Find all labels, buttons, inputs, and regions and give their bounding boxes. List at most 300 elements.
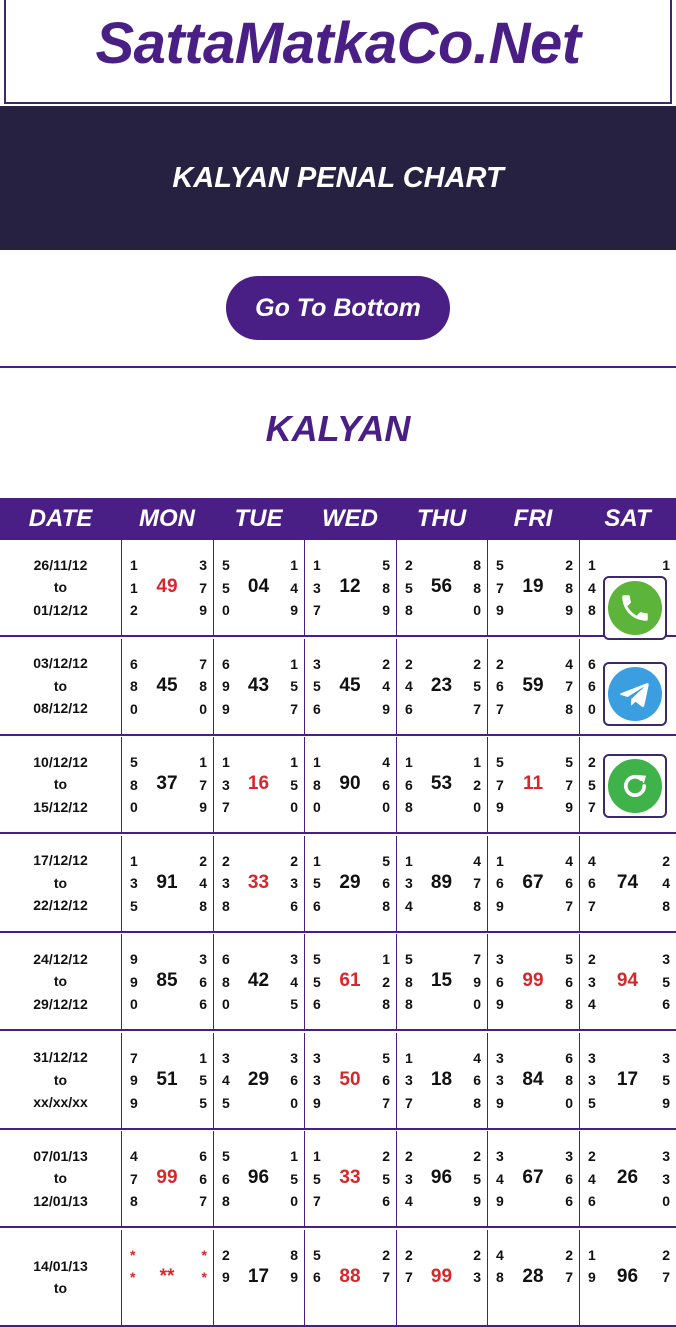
panel-digit — [382, 1289, 390, 1312]
jodi-number: 17 — [616, 1068, 639, 1090]
divider — [0, 366, 676, 368]
panel-digit: 5 — [313, 875, 321, 891]
panel-digit: 6 — [588, 655, 596, 672]
column-header-sat: SAT — [604, 505, 651, 532]
panel-digit: 8 — [565, 1072, 573, 1088]
panel-digit: 3 — [496, 951, 504, 967]
panel-digit: 3 — [199, 951, 207, 967]
panel-digit: 5 — [199, 1072, 207, 1088]
panel-digit: 6 — [199, 1148, 207, 1164]
day-cell-sat — [579, 1033, 676, 1128]
panel-digit: 2 — [405, 557, 413, 573]
close-panel-digits — [290, 653, 298, 721]
close-panel-digits — [202, 1244, 207, 1312]
date-range-cell — [0, 836, 121, 931]
close-panel-digits — [565, 850, 573, 918]
panel-digit: 3 — [405, 1072, 413, 1088]
panel-digit: 8 — [405, 973, 413, 990]
day-cell-sat — [579, 1131, 676, 1226]
panel-digit: 0 — [290, 1193, 298, 1209]
panel-digit: 6 — [222, 1170, 230, 1187]
panel-digit: 8 — [199, 678, 207, 694]
panel-digit: 1 — [313, 1148, 321, 1164]
jodi-number: 84 — [522, 1068, 544, 1090]
panel-digit: 2 — [130, 602, 138, 618]
day-cell-sat — [579, 1230, 676, 1325]
panel-digit: 2 — [473, 776, 481, 793]
panel-digit: 8 — [473, 897, 481, 914]
panel-digit: 0 — [565, 1094, 573, 1111]
close-panel-digits — [473, 850, 481, 918]
telegram-button[interactable] — [603, 662, 667, 726]
jodi-number: 33 — [247, 871, 270, 893]
panel-digit: 8 — [565, 996, 573, 1012]
panel-digit: 5 — [565, 951, 573, 967]
day-cell-wed — [304, 540, 396, 635]
panel-digit: 2 — [405, 1148, 413, 1164]
panel-digit: 8 — [199, 897, 207, 914]
panel-digit: 6 — [405, 700, 413, 717]
panel-digit: 8 — [222, 973, 230, 990]
day-cell-wed — [304, 836, 396, 931]
close-panel-digits — [473, 1145, 481, 1213]
panel-digit: 7 — [565, 776, 573, 793]
day-cell-tue — [213, 1131, 304, 1226]
panel-digit: 1 — [382, 951, 390, 967]
panel-digit: 5 — [130, 897, 138, 914]
panel-digit: 3 — [199, 557, 207, 573]
day-cell-tue — [213, 1230, 304, 1325]
panel-digit: 7 — [473, 875, 481, 891]
jodi-number: 42 — [247, 970, 270, 991]
panel-digit: 1 — [588, 557, 596, 573]
panel-digit: 6 — [199, 973, 207, 990]
panel-digit: 6 — [382, 1072, 390, 1088]
jodi-number: 11 — [522, 773, 544, 794]
panel-digit: 7 — [473, 951, 481, 967]
date-text: to — [53, 1280, 68, 1296]
panel-digit: 8 — [130, 1193, 138, 1209]
panel-digit: 8 — [382, 897, 390, 914]
close-panel-digits — [473, 653, 481, 721]
date-text: 29/12/12 — [33, 995, 88, 1012]
close-panel-digits — [382, 1244, 390, 1312]
panel-digit: 4 — [662, 875, 670, 891]
jodi-number: 12 — [339, 576, 361, 597]
panel-digit: 1 — [222, 754, 230, 770]
panel-digit: 0 — [313, 799, 321, 815]
panel-digit: 2 — [199, 852, 207, 869]
panel-digit: 7 — [565, 1269, 573, 1285]
date-text: to — [53, 776, 68, 793]
panel-digit: 8 — [473, 1094, 481, 1111]
panel-digit: 7 — [496, 776, 504, 793]
jodi-number: 37 — [156, 773, 178, 794]
date-range-cell — [0, 1230, 121, 1325]
go-to-bottom-button[interactable]: Go To Bottom — [226, 276, 450, 340]
jodi-number: 67 — [522, 1167, 544, 1188]
panel-digit: 9 — [222, 678, 230, 694]
open-panel-digits — [588, 653, 596, 721]
panel-digit: 6 — [222, 655, 230, 672]
jodi-number: 56 — [430, 576, 453, 597]
panel-digit: 4 — [473, 852, 481, 869]
date-text: to — [53, 1071, 68, 1088]
panel-digit: 0 — [662, 1193, 670, 1209]
panel-digit: 0 — [382, 799, 390, 815]
panel-digit: 4 — [382, 754, 390, 770]
jodi-number: 96 — [430, 1167, 453, 1188]
panel-digit: 6 — [199, 996, 207, 1012]
day-cell-fri — [487, 1033, 579, 1128]
panel-digit: 5 — [382, 852, 390, 869]
panel-digit: 6 — [565, 973, 573, 990]
panel-digit: 1 — [290, 655, 298, 672]
panel-digit: 2 — [405, 655, 413, 672]
close-panel-digits — [290, 554, 298, 622]
panel-digit: 5 — [222, 579, 230, 596]
panel-digit: 7 — [130, 1049, 138, 1066]
panel-digit: 5 — [313, 1246, 321, 1263]
panel-digit: 5 — [382, 1049, 390, 1066]
day-cell-tue — [213, 540, 304, 635]
panel-digit: 6 — [130, 655, 138, 672]
panel-digit: 9 — [199, 799, 207, 815]
panel-digit: 3 — [662, 951, 670, 967]
panel-digit: 0 — [199, 700, 207, 717]
jodi-number: 18 — [430, 1068, 453, 1090]
close-panel-digits — [565, 948, 573, 1016]
panel-digit — [202, 1289, 207, 1312]
day-cell-sat — [579, 934, 676, 1029]
panel-digit: 3 — [588, 973, 596, 990]
panel-digit: 3 — [130, 875, 138, 891]
panel-digit: 6 — [222, 951, 230, 967]
jodi-number: 89 — [430, 871, 453, 893]
day-cell-thu — [396, 1230, 487, 1325]
panel-digit: 8 — [405, 996, 413, 1012]
panel-digit: 8 — [473, 579, 481, 596]
panel-digit: 8 — [473, 557, 481, 573]
panel-digit: 2 — [588, 754, 596, 770]
table-row — [0, 934, 676, 1031]
panel-digit: 2 — [222, 1246, 230, 1263]
jodi-number: 90 — [339, 773, 361, 794]
close-panel-digits — [473, 1047, 481, 1115]
panel-digit: 5 — [565, 754, 573, 770]
panel-digit: 7 — [473, 700, 481, 717]
panel-digit — [130, 1289, 135, 1312]
jodi-number: 04 — [247, 576, 270, 597]
panel-digit: 7 — [199, 579, 207, 596]
close-panel-digits — [473, 948, 481, 1016]
jodi-number: 23 — [430, 674, 453, 696]
panel-digit: 1 — [290, 754, 298, 770]
day-cell-wed — [304, 639, 396, 734]
panel-digit: 1 — [588, 1246, 596, 1263]
panel-digit: 3 — [222, 776, 230, 793]
table-row — [0, 639, 676, 736]
jodi-number: 96 — [616, 1265, 639, 1287]
panel-digit: 6 — [382, 1193, 390, 1209]
panel-digit: 6 — [199, 1170, 207, 1187]
panel-digit: 5 — [662, 973, 670, 990]
panel-digit: 7 — [199, 776, 207, 793]
panel-digit: 7 — [496, 700, 504, 717]
close-panel-digits — [290, 751, 298, 819]
column-header-tue: TUE — [234, 505, 283, 532]
panel-digit: 8 — [130, 678, 138, 694]
panel-digit: 2 — [473, 1246, 481, 1263]
panel-digit: 6 — [496, 678, 504, 694]
jodi-number: 33 — [339, 1167, 361, 1188]
panel-digit: 9 — [313, 1094, 321, 1111]
day-cell-fri — [487, 1131, 579, 1226]
panel-digit: 5 — [405, 951, 413, 967]
jodi-number: 88 — [339, 1265, 361, 1287]
panel-digit: * — [201, 1269, 207, 1285]
close-panel-digits — [199, 653, 207, 721]
panel-digit: 2 — [382, 1246, 390, 1263]
day-cell-tue — [213, 1033, 304, 1128]
panel-digit: 9 — [222, 700, 230, 717]
phone-button[interactable] — [603, 576, 667, 640]
panel-digit: 6 — [473, 1072, 481, 1088]
close-panel-digits — [382, 1047, 390, 1115]
panel-digit: 3 — [496, 1049, 504, 1066]
panel-digit: 1 — [313, 557, 321, 573]
panel-digit: 9 — [130, 1094, 138, 1111]
table-row — [0, 836, 676, 933]
panel-digit: 0 — [473, 602, 481, 618]
panel-digit: 6 — [588, 875, 596, 891]
close-panel-digits — [565, 554, 573, 622]
open-panel-digits — [588, 554, 596, 622]
panel-digit: 2 — [222, 852, 230, 869]
jodi-number: 53 — [430, 773, 453, 794]
panel-digit: 4 — [565, 655, 573, 672]
close-panel-digits — [199, 850, 207, 918]
panel-digit: 7 — [382, 1269, 390, 1285]
panel-digit: 5 — [405, 579, 413, 596]
date-text: 22/12/12 — [33, 897, 88, 914]
jodi-number: 59 — [522, 674, 544, 696]
day-cell-fri — [487, 836, 579, 931]
panel-digit: 0 — [588, 700, 596, 717]
date-text: 01/12/12 — [33, 601, 88, 618]
panel-digit: 5 — [313, 951, 321, 967]
panel-digit: 0 — [130, 799, 138, 815]
close-panel-digits — [199, 554, 207, 622]
site-logo[interactable] — [4, 0, 672, 104]
close-panel-digits — [382, 850, 390, 918]
panel-digit: 3 — [565, 1148, 573, 1164]
open-panel-digits — [588, 751, 596, 819]
close-panel-digits — [662, 1244, 670, 1312]
panel-digit: 5 — [130, 754, 138, 770]
panel-digit: 9 — [496, 897, 504, 914]
close-panel-digits — [199, 751, 207, 819]
panel-digit: 7 — [405, 1269, 413, 1285]
panel-digit: 9 — [199, 602, 207, 618]
close-panel-digits — [662, 948, 670, 1016]
telegram-icon — [608, 667, 662, 721]
panel-digit: 6 — [565, 1193, 573, 1209]
jodi-number: 67 — [522, 871, 544, 893]
date-text: 03/12/12 — [33, 655, 88, 672]
panel-digit: 3 — [290, 875, 298, 891]
day-cell-fri — [487, 934, 579, 1029]
jodi-number: 29 — [247, 1068, 270, 1090]
panel-digit — [588, 1289, 596, 1312]
jodi-number: 51 — [156, 1068, 178, 1090]
panel-digit: 5 — [382, 557, 390, 573]
panel-digit: 3 — [222, 1049, 230, 1066]
date-text: 12/01/13 — [33, 1192, 88, 1209]
day-cell-thu — [396, 639, 487, 734]
panel-digit: 8 — [565, 700, 573, 717]
table-row — [0, 1230, 676, 1327]
panel-digit: 6 — [313, 700, 321, 717]
panel-digit: 7 — [313, 602, 321, 618]
panel-digit — [496, 1289, 504, 1312]
date-range-cell — [0, 639, 121, 734]
panel-digit: 6 — [565, 875, 573, 891]
panel-digit: 7 — [662, 1269, 670, 1285]
jodi-number: 96 — [247, 1167, 270, 1188]
panel-digit: 5 — [496, 754, 504, 770]
panel-digit: 1 — [199, 1049, 207, 1066]
panel-digit: 2 — [473, 1148, 481, 1164]
day-cell-tue — [213, 737, 304, 832]
day-cell-thu — [396, 934, 487, 1029]
panel-digit: 6 — [405, 776, 413, 793]
day-cell-mon — [121, 737, 213, 832]
panel-digit: 2 — [662, 1246, 670, 1263]
date-text: to — [53, 579, 68, 596]
panel-digit: 4 — [588, 579, 596, 596]
panel-digit: 3 — [496, 1148, 504, 1164]
panel-digit: 0 — [290, 1094, 298, 1111]
close-panel-digits — [565, 1047, 573, 1115]
panel-digit — [290, 1289, 298, 1312]
jodi-number: 61 — [339, 970, 361, 991]
day-cell-mon — [121, 836, 213, 931]
panel-digit: 1 — [405, 852, 413, 869]
day-cell-thu — [396, 836, 487, 931]
panel-digit: 6 — [313, 897, 321, 914]
panel-digit: 4 — [405, 897, 413, 914]
jodi-number: 19 — [522, 576, 544, 597]
panel-digit: 9 — [382, 602, 390, 618]
day-cell-mon — [121, 934, 213, 1029]
jodi-number: 43 — [247, 674, 270, 696]
column-header-mon: MON — [139, 505, 195, 532]
panel-digit: 1 — [290, 1148, 298, 1164]
jodi-number: 94 — [616, 970, 639, 991]
date-text: 26/11/12 — [33, 556, 88, 573]
panel-digit: 7 — [199, 1193, 207, 1209]
day-cell-fri — [487, 1230, 579, 1325]
panel-digit: 3 — [405, 875, 413, 891]
day-cell-sat — [579, 836, 676, 931]
panel-digit: 2 — [405, 1246, 413, 1263]
panel-digit: 7 — [588, 799, 596, 815]
panel-digit: 1 — [313, 852, 321, 869]
panel-digit: 7 — [313, 1193, 321, 1209]
panel-digit: 7 — [588, 897, 596, 914]
date-text: to — [53, 973, 68, 990]
panel-digit: 6 — [313, 1269, 321, 1285]
panel-digit: 4 — [290, 973, 298, 990]
day-cell-tue — [213, 836, 304, 931]
jodi-number: 50 — [339, 1068, 361, 1090]
panel-digit: 5 — [290, 996, 298, 1012]
day-cell-tue — [213, 934, 304, 1029]
panel-digit: 5 — [222, 557, 230, 573]
panel-digit — [473, 1289, 481, 1312]
panel-digit: 5 — [313, 973, 321, 990]
close-panel-digits — [290, 1145, 298, 1213]
panel-digit: 6 — [565, 1170, 573, 1187]
panel-digit: 1 — [313, 754, 321, 770]
panel-digit: 1 — [290, 557, 298, 573]
panel-digit: 3 — [313, 1049, 321, 1066]
close-panel-digits — [290, 1047, 298, 1115]
date-text: to — [53, 677, 68, 694]
panel-digit: 1 — [130, 557, 138, 573]
panel-digit: 3 — [588, 1072, 596, 1088]
panel-digit: 9 — [565, 602, 573, 618]
day-cell-mon — [121, 639, 213, 734]
day-cell-thu — [396, 540, 487, 635]
panel-digit: 0 — [222, 602, 230, 618]
panel-digit: 2 — [588, 951, 596, 967]
date-text: 08/12/12 — [33, 700, 88, 717]
date-text: 15/12/12 — [33, 798, 88, 815]
panel-digit: 6 — [588, 1193, 596, 1209]
jodi-number: 45 — [156, 674, 178, 696]
panel-digit: 9 — [130, 973, 138, 990]
panel-digit: 2 — [588, 1148, 596, 1164]
panel-digit: 4 — [588, 1170, 596, 1187]
panel-digit: 3 — [662, 1049, 670, 1066]
panel-digit: 6 — [496, 875, 504, 891]
date-text: 31/12/12 — [33, 1049, 88, 1066]
panel-digit: 3 — [313, 1072, 321, 1088]
panel-digit — [222, 1289, 230, 1312]
panel-digit: 6 — [496, 973, 504, 990]
refresh-button[interactable] — [603, 754, 667, 818]
panel-digit: 6 — [565, 1049, 573, 1066]
date-text: 14/01/13 — [33, 1257, 88, 1274]
panel-digit: 9 — [130, 1072, 138, 1088]
panel-digit — [662, 1289, 670, 1312]
panel-digit: 9 — [496, 1094, 504, 1111]
panel-chart-table — [0, 498, 676, 1296]
panel-digit: 8 — [405, 602, 413, 618]
close-panel-digits — [662, 850, 670, 918]
jodi-number: 99 — [430, 1265, 453, 1287]
panel-digit: 5 — [290, 678, 298, 694]
panel-digit: 5 — [473, 1170, 481, 1187]
panel-digit: 5 — [496, 557, 504, 573]
panel-digit: 3 — [473, 1269, 481, 1285]
panel-digit: 5 — [222, 1148, 230, 1164]
panel-digit: 9 — [382, 700, 390, 717]
panel-digit: 7 — [496, 579, 504, 596]
column-header-date: DATE — [28, 505, 93, 532]
